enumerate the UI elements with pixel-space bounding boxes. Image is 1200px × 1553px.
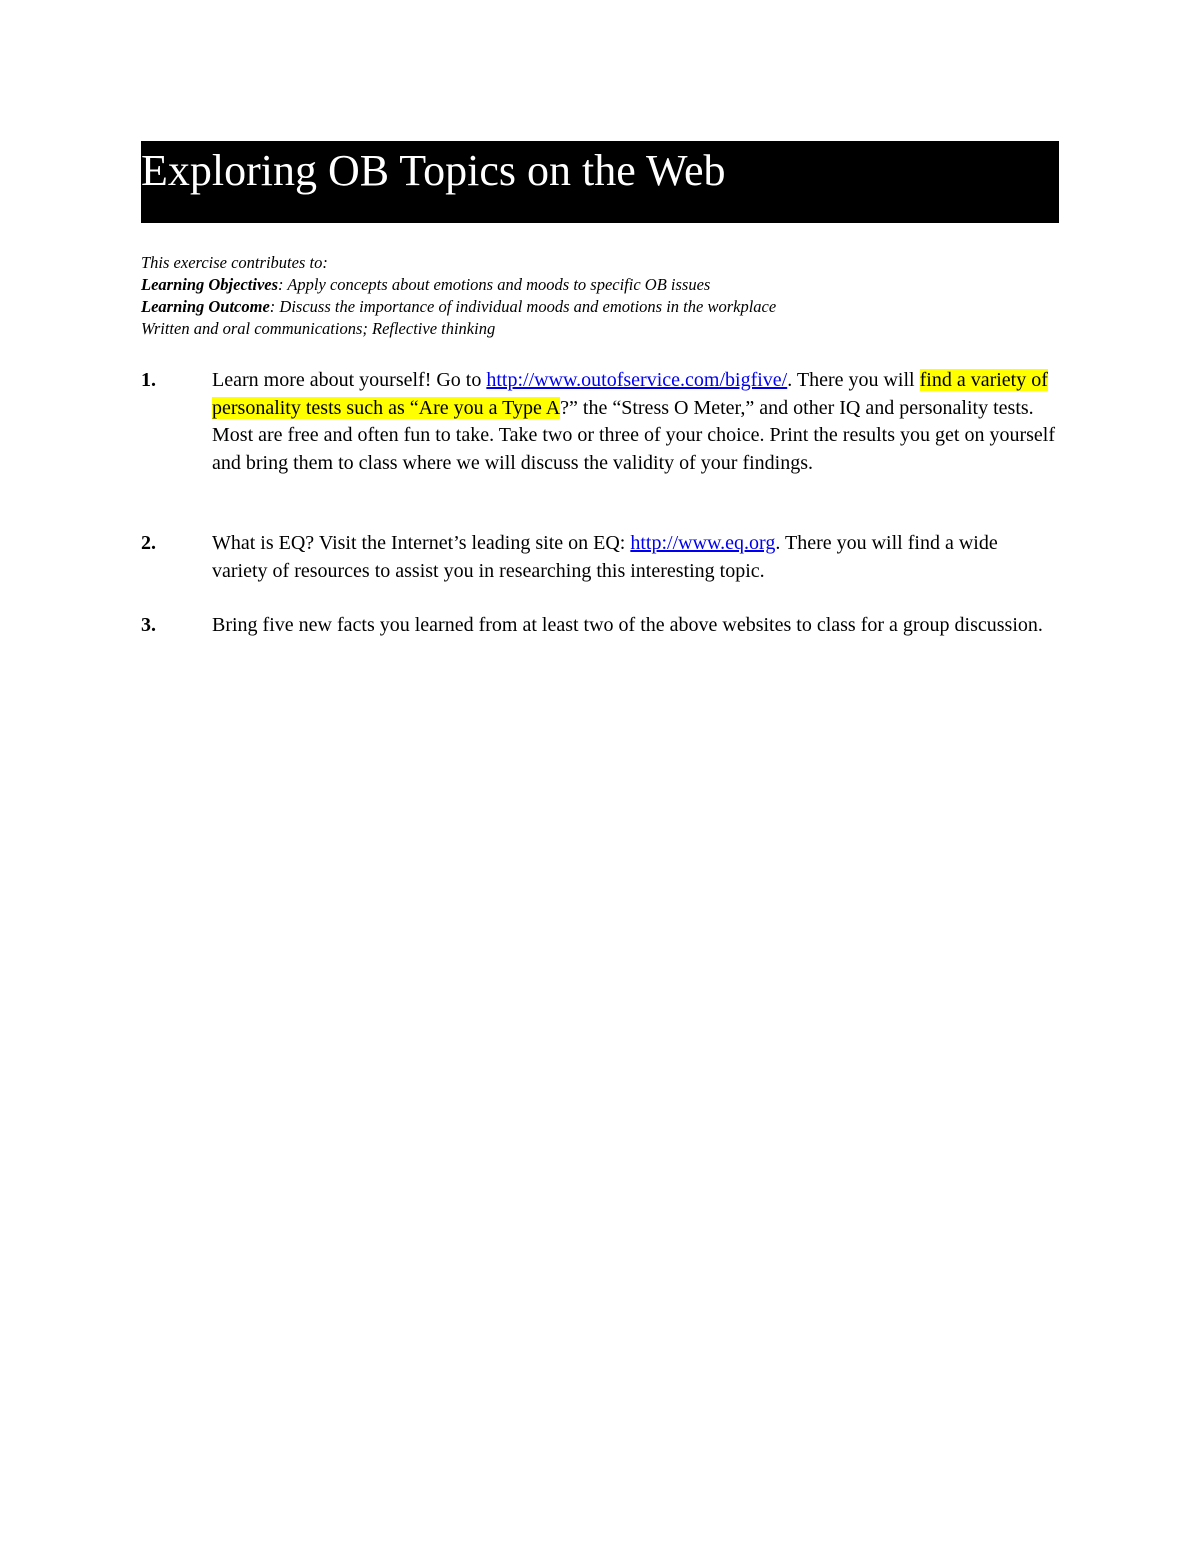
item-body [212,612,1057,640]
bigfive-link[interactable]: http://www.outofservice.com/bigfive/ [486,369,788,391]
title-banner [141,141,1059,223]
item-text: Learn more about yourself! Go to [212,369,487,391]
contributes-line: This exercise contributes to: [141,253,328,272]
objectives-line [141,274,1059,296]
item-text: . There you will [787,369,920,391]
item-number: 1. [141,369,156,391]
eq-link[interactable]: http://www.eq.org [630,532,776,554]
highlighted-text: find a variety of personality tests such as “Are you a Type A [212,369,1048,419]
outcome-text: : Discuss the importance of individual moods and emotions in the workplace [269,297,777,316]
item-body [212,367,1057,477]
item-text: ?” the “Stress O Meter,” and other IQ and personality tests. Most are free and often fun to take. Take two or three of your choice. Print the results you get on yourself and bring them to class where we will discuss the validity of your findings. [212,396,1055,474]
item-number: 2. [141,532,156,554]
item-body [212,530,1057,585]
outcome-label: Learning Outcome [141,297,270,316]
page-title: Exploring OB Topics on the Web [141,146,726,195]
outcome-line [141,296,1059,318]
item-text: What is EQ? Visit the Internet’s leading site on EQ: [212,532,631,554]
skills-line: Written and oral communications; Reflective thinking [141,319,496,338]
objectives-label: Learning Objectives [141,275,279,294]
objectives-text: : Apply concepts about emotions and moods to specific OB issues [278,275,711,294]
item-text: Bring five new facts you learned from at least two of the above websites to class for a group discussion. [212,614,1043,636]
item-text: . There you will find a wide variety of resources to assist you in researching this interesting topic. [212,532,998,582]
intro-block [141,252,1059,340]
item-number: 3. [141,614,156,636]
